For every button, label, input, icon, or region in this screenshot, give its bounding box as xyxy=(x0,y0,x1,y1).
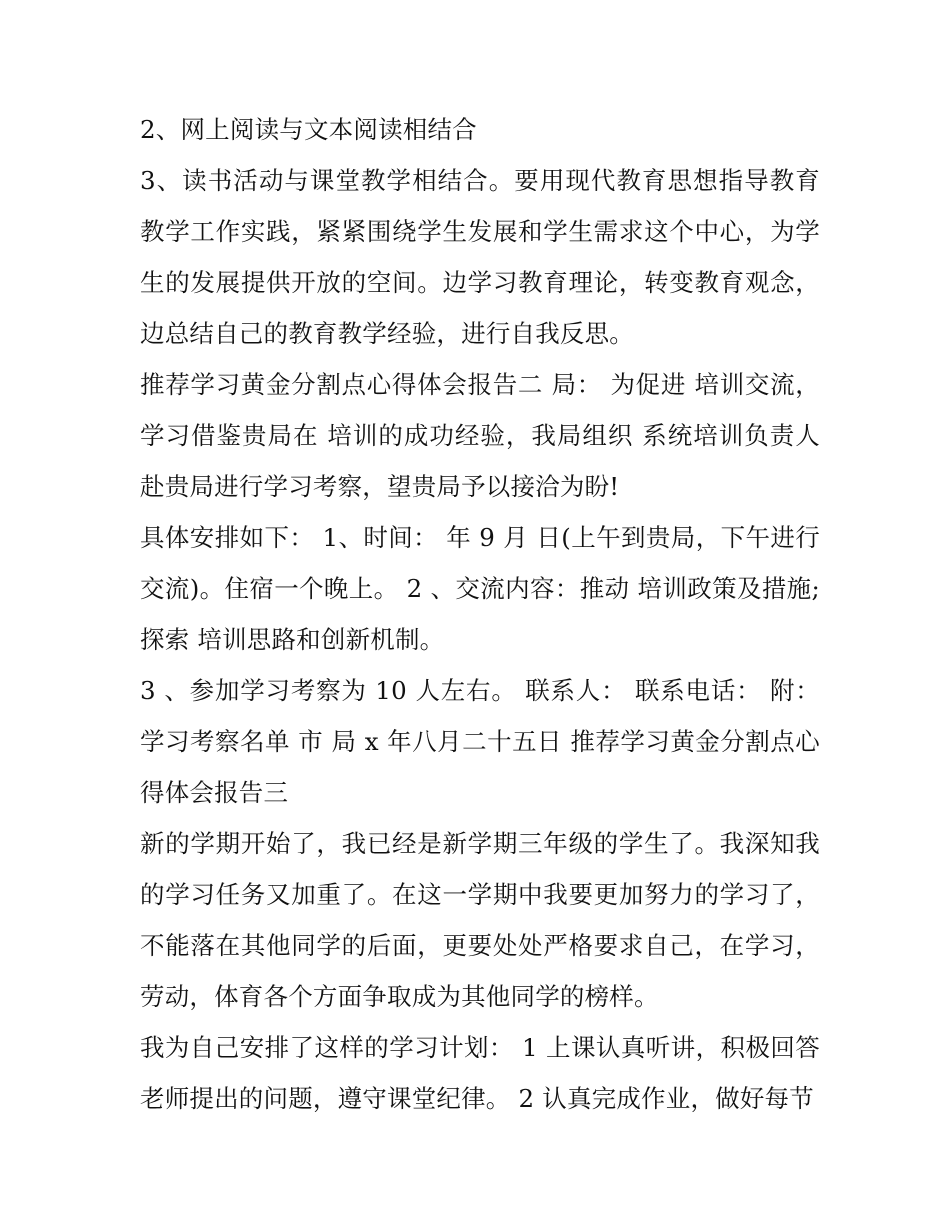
paragraph-4: 具体安排如下： 1、时间： 年 9 月 日(上午到贵局，下午进行交流)。住宿一个晚上。 2 、交流内容：推动 培训政策及措施;探索 培训思路和创新机制。 xyxy=(140,523,820,654)
paragraph-1: 2、网上阅读与文本阅读相结合 xyxy=(140,115,477,144)
paragraph-6: 新的学期开始了，我已经是新学期三年级的学生了。我深知我的学习任务又加重了。在这一学期中我要更加努力的学习了，不能落在其他同学的后面，更要处处严格要求自己，在学习，劳动，体育各个方面争取成为其他同学的榜样。 xyxy=(140,829,820,1011)
paragraph-2: 3、读书活动与课堂教学相结合。要用现代教育思想指导教育教学工作实践，紧紧围绕学生发展和学生需求这个中心，为学生的发展提供开放的空间。边学习教育理论，转变教育观念，边总结自己的教育教学经验，进行自我反思。 xyxy=(140,166,820,348)
paragraph-7: 我为自己安排了这样的学习计划： 1 上课认真听讲，积极回答老师提出的问题，遵守课堂纪律。 2 认真完成作业，做好每节 xyxy=(140,1033,820,1113)
paragraph-5: 3 、参加学习考察为 10 人左右。 联系人： 联系电话： 附：学习考察名单 市 局 x 年八月二十五日 推荐学习黄金分割点心得体会报告三 xyxy=(140,676,820,807)
document-body xyxy=(140,104,820,1124)
paragraph-3: 推荐学习黄金分割点心得体会报告二 局： 为促进 培训交流，学习借鉴贵局在 培训的成功经验，我局组织 系统培训负责人赴贵局进行学习考察，望贵局予以接洽为盼! xyxy=(140,370,820,501)
